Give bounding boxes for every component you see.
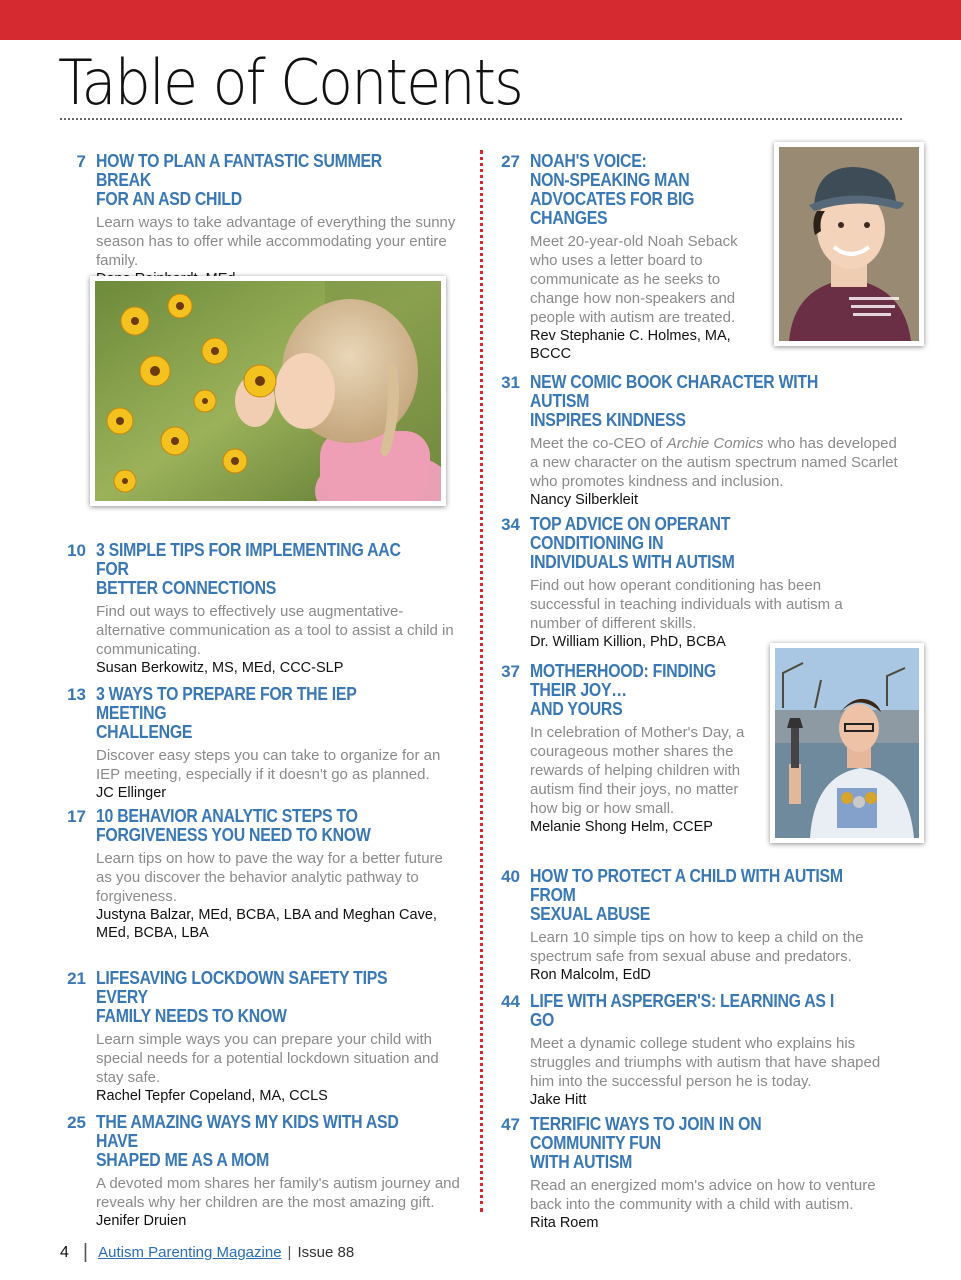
photo-girl-smelling-flowers: [90, 276, 446, 506]
entry-headline[interactable]: HOW TO PLAN A FANTASTIC SUMMER BREAK FOR AN ASD CHILD: [96, 151, 382, 209]
entry-author: Rev Stephanie C. Holmes, MA, BCCC: [530, 328, 731, 362]
entry-page-number: 13: [67, 685, 86, 704]
entry-page-number: 47: [501, 1115, 520, 1134]
footer-separator: |: [287, 1244, 292, 1261]
entry-description: Find out ways to effectively use augmentative-alternative communication as a tool to assist a child in communicating.: [96, 603, 454, 658]
photo-young-man-torch: [770, 643, 924, 843]
entry-description: In celebration of Mother's Day, a courageous mother shares the rewards of helping children with autism find their joys, no matter how big or how small.: [530, 724, 745, 817]
entry-headline[interactable]: HOW TO PROTECT A CHILD WITH AUTISM FROM SEXUAL ABUSE: [530, 866, 843, 924]
title-divider: [60, 118, 902, 120]
girl-flowers-image: [95, 281, 441, 501]
entry-description: Discover easy steps you can take to organize for an IEP meeting, especially if it doesn't go as planned.: [96, 747, 441, 783]
entry-description: Meet a dynamic college student who explains his struggles and triumphs with autism that have shaped him into the successful person he is today.: [530, 1035, 881, 1090]
entry-author: Susan Berkowitz, MS, MEd, CCC-SLP: [96, 660, 344, 676]
entry-author: Jake Hitt: [530, 1092, 587, 1108]
photo-noah-portrait: [774, 142, 924, 346]
page-title: Table of Contents: [58, 46, 523, 119]
entry-author: JC Ellinger: [96, 785, 167, 801]
footer-issue: Issue 88: [297, 1244, 355, 1261]
entry-description: Learn 10 simple tips on how to keep a child on the spectrum safe from sexual abuse and predators.: [530, 929, 864, 965]
entry-page-number: 10: [67, 541, 86, 560]
entry-author: Justyna Balzar, MEd, BCBA, LBA and Meghan Cave, MEd, BCBA, LBA: [96, 907, 437, 941]
entry-description: Learn ways to take advantage of everything the sunny season has to offer while accommodating your entire family.: [96, 214, 456, 269]
column-divider: [480, 150, 483, 1212]
entry-headline[interactable]: 3 WAYS TO PREPARE FOR THE IEP MEETING CHALLENGE: [96, 684, 357, 742]
entry-headline[interactable]: LIFE WITH ASPERGER'S: LEARNING AS I GO: [530, 991, 835, 1030]
entry-author: Ron Malcolm, EdD: [530, 967, 651, 983]
torch-bearer-image: [775, 648, 919, 838]
entry-author: Melanie Shong Helm, CCEP: [530, 819, 713, 835]
entry-description: Meet the co-CEO of Archie Comics who has developed a new character on the autism spectrum named Scarlet who promotes kindness and inclusion.: [530, 435, 898, 490]
top-red-bar: [0, 0, 961, 40]
entry-description: Find out how operant conditioning has been successful in teaching individuals with autism a number of different skills.: [530, 577, 843, 632]
entry-page-number: 37: [501, 662, 520, 681]
entry-page-number: 25: [67, 1113, 86, 1132]
entry-headline[interactable]: NEW COMIC BOOK CHARACTER WITH AUTISM INSPIRES KINDNESS: [530, 372, 819, 430]
entry-headline[interactable]: TERRIFIC WAYS TO JOIN IN ON COMMUNITY FUN WITH AUTISM: [530, 1114, 762, 1172]
entry-page-number: 17: [67, 807, 86, 826]
entry-description: A devoted mom shares her family's autism journey and reveals why her children are the most amazing gift.: [96, 1175, 460, 1211]
entry-author: Dr. William Killion, PhD, BCBA: [530, 634, 726, 650]
page-footer: [60, 1240, 354, 1263]
entry-description: Learn simple ways you can prepare your child with special needs for a potential lockdown situation and stay safe.: [96, 1031, 439, 1086]
entry-page-number: 44: [501, 992, 520, 1011]
entry-page-number: 21: [67, 969, 86, 988]
footer-page-number: 4: [60, 1244, 69, 1261]
entry-description: Meet 20-year-old Noah Seback who uses a letter board to communicate as he seeks to change how non-speakers and people with autism are treated.: [530, 233, 738, 326]
entry-author: Nancy Silberkleit: [530, 492, 638, 508]
entry-headline[interactable]: LIFESAVING LOCKDOWN SAFETY TIPS EVERY FAMILY NEEDS TO KNOW: [96, 968, 388, 1026]
entry-author: Rita Roem: [530, 1215, 599, 1231]
entry-author: Jenifer Druien: [96, 1213, 187, 1229]
entry-description: Learn tips on how to pave the way for a better future as you discover the behavior analytic pathway to forgiveness.: [96, 850, 443, 905]
entry-headline[interactable]: 10 BEHAVIOR ANALYTIC STEPS TO FORGIVENESS YOU NEED TO KNOW: [96, 806, 371, 845]
entry-page-number: 31: [501, 373, 520, 392]
footer-magazine-link[interactable]: Autism Parenting Magazine: [98, 1244, 282, 1261]
entry-headline[interactable]: NOAH'S VOICE: NON-SPEAKING MAN ADVOCATES FOR BIG CHANGES: [530, 151, 695, 228]
entry-description: Read an energized mom's advice on how to venture back into the community with a child with autism.: [530, 1177, 876, 1213]
entry-page-number: 40: [501, 867, 520, 886]
archie-comics-italic: Archie Comics: [666, 435, 764, 452]
entry-page-number: 7: [76, 152, 86, 171]
entry-headline[interactable]: 3 SIMPLE TIPS FOR IMPLEMENTING AAC FOR BETTER CONNECTIONS: [96, 540, 401, 598]
entry-headline[interactable]: THE AMAZING WAYS MY KIDS WITH ASD HAVE SHAPED ME AS A MOM: [96, 1112, 399, 1170]
noah-portrait-image: [779, 147, 919, 341]
footer-separator: |: [82, 1241, 89, 1263]
entry-page-number: 34: [501, 515, 520, 534]
entry-author: Rachel Tepfer Copeland, MA, CCLS: [96, 1088, 328, 1104]
entry-headline[interactable]: MOTHERHOOD: FINDING THEIR JOY… AND YOURS: [530, 661, 716, 719]
entry-headline[interactable]: TOP ADVICE ON OPERANT CONDITIONING IN INDIVIDUALS WITH AUTISM: [530, 514, 735, 572]
entry-page-number: 27: [501, 152, 520, 171]
